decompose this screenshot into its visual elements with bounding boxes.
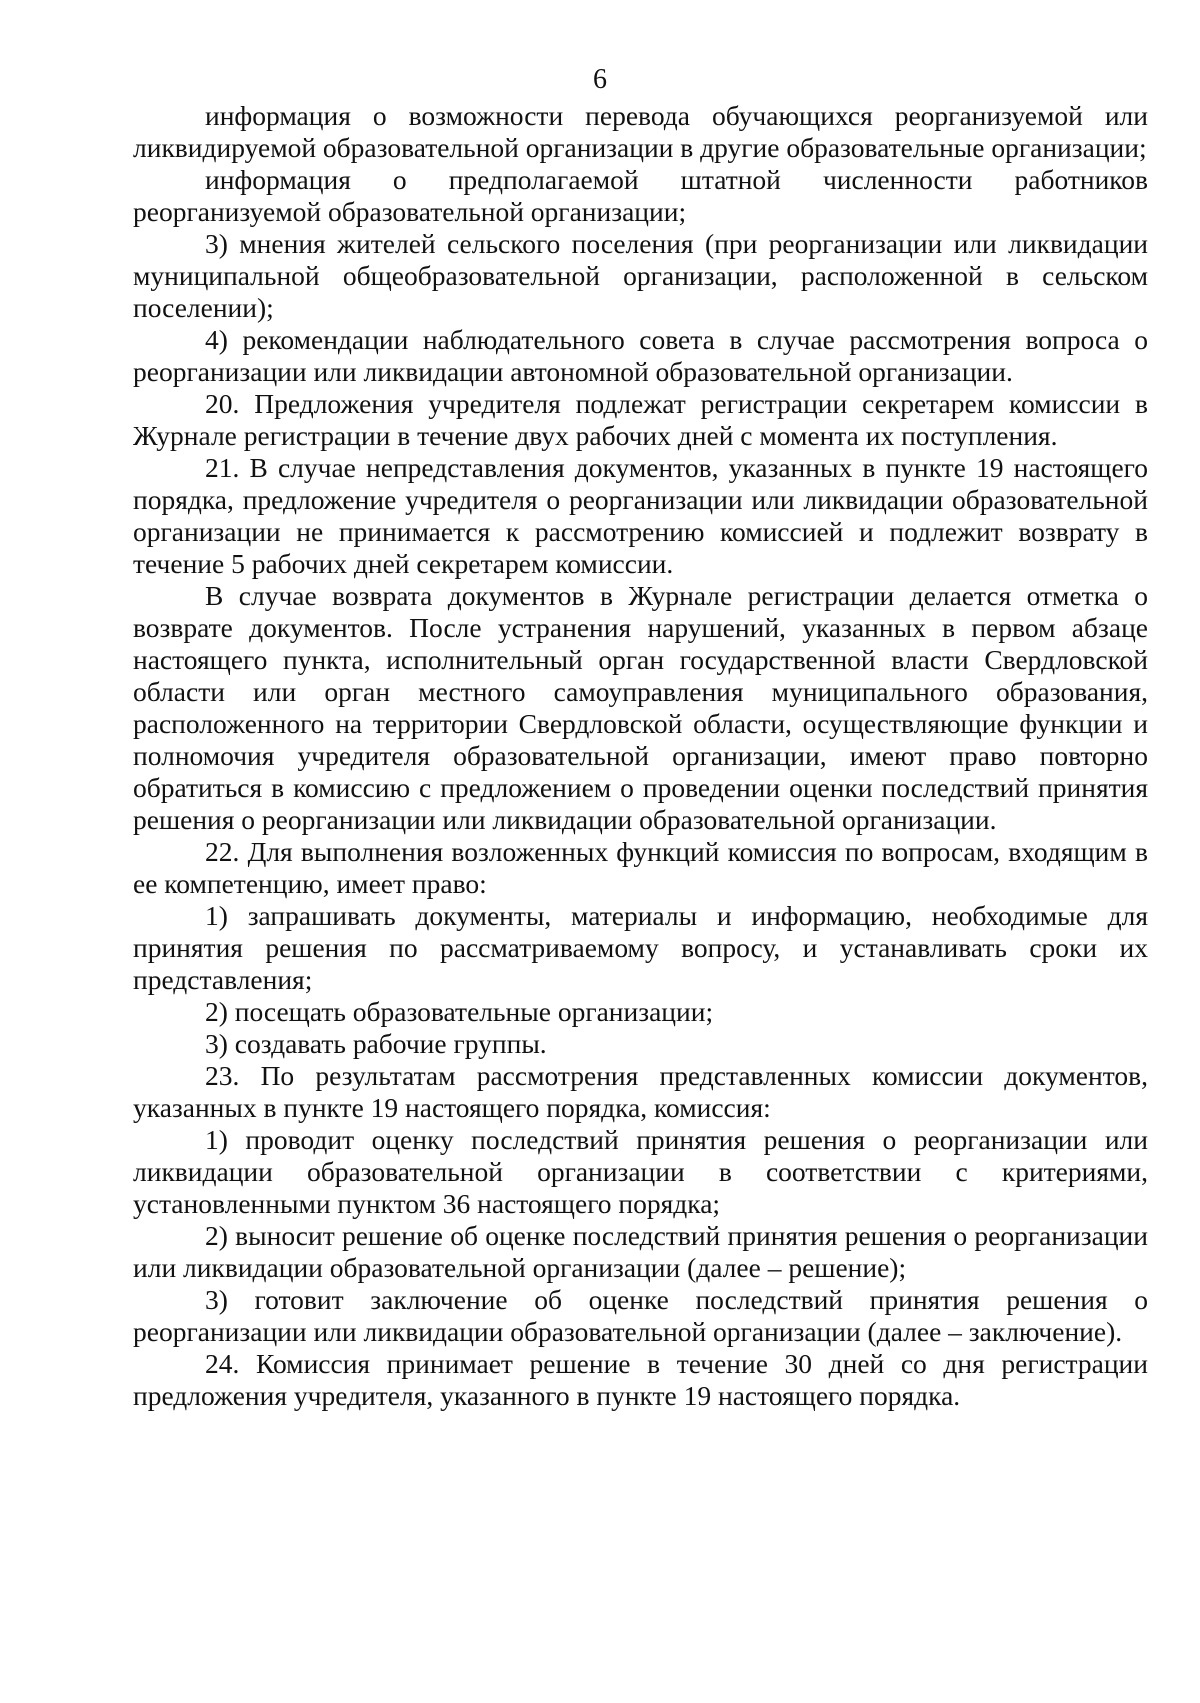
paragraph-request-documents: 1) запрашивать документы, материалы и информацию, необходимые для принятия решения по рассматриваемому вопросу, и устанавливать сроки их представления; (133, 900, 1148, 995)
paragraph-assessment: 1) проводит оценку последствий принятия решения о реорганизации или ликвидации образовательной организации в соответствии с критериями, установленными пунктом 36 настоящего порядка; (133, 1124, 1148, 1219)
paragraph-visit-organizations: 2) посещать образовательные организации; (205, 996, 714, 1027)
paragraph-item-20: 20. Предложения учредителя подлежат регистрации секретарем комиссии в Журнале регистрации в течение двух рабочих дней с момента их поступления. (133, 388, 1148, 451)
paragraph-item-21: 21. В случае непредставления документов, указанных в пункте 19 настоящего порядка, предложение учредителя о реорганизации или ликвидации образовательной организации не принимается к рассмотрению комиссией и подлежит возврату в течение 5 рабочих дней секретарем комиссии. (133, 452, 1148, 579)
document-body (133, 100, 1148, 1412)
paragraph-residents-opinion: 3) мнения жителей сельского поселения (при реорганизации или ликвидации муниципальной общеобразовательной организации, расположенной в сельском поселении); (133, 228, 1148, 323)
paragraph-conclusion: 3) готовит заключение об оценке последствий принятия решения о реорганизации или ликвидации образовательной организации (далее – заключение). (133, 1284, 1148, 1347)
paragraph-decision: 2) выносит решение об оценке последствий принятия решения о реорганизации или ликвидации образовательной организации (далее – решение); (133, 1220, 1148, 1283)
paragraph-staff-info: информация о предполагаемой штатной численности работников реорганизуемой образовательной организации; (133, 164, 1148, 227)
paragraph-supervisory-board: 4) рекомендации наблюдательного совета в случае рассмотрения вопроса о реорганизации или ликвидации автономной образовательной организации. (133, 324, 1148, 387)
paragraph-item-22: 22. Для выполнения возложенных функций комиссия по вопросам, входящим в ее компетенцию, имеет право: (133, 836, 1148, 899)
paragraph-transfer-info: информация о возможности перевода обучающихся реорганизуемой или ликвидируемой образовательной организации в другие образовательные организации; (133, 100, 1148, 163)
paragraph-item-24: 24. Комиссия принимает решение в течение 30 дней со дня регистрации предложения учредителя, указанного в пункте 19 настоящего порядка. (133, 1348, 1148, 1411)
paragraph-document-return: В случае возврата документов в Журнале регистрации делается отметка о возврате документов. После устранения нарушений, указанных в первом абзаце настоящего пункта, исполнительный орган государственной власти Свердловской области или орган местного самоуправления муниципального образования, расположенного на территории Свердловской области, осуществляющие функции и полномочия учредителя образовательной организации, имеют право повторно обратиться в комиссию с предложением о проведении оценки последствий принятия решения о реорганизации или ликвидации образовательной организации. (133, 580, 1148, 835)
paragraph-item-23: 23. По результатам рассмотрения представленных комиссии документов, указанных в пункте 19 настоящего порядка, комиссия: (133, 1060, 1148, 1123)
paragraph-working-groups: 3) создавать рабочие группы. (205, 1028, 547, 1059)
page-number: 6 (593, 64, 607, 95)
